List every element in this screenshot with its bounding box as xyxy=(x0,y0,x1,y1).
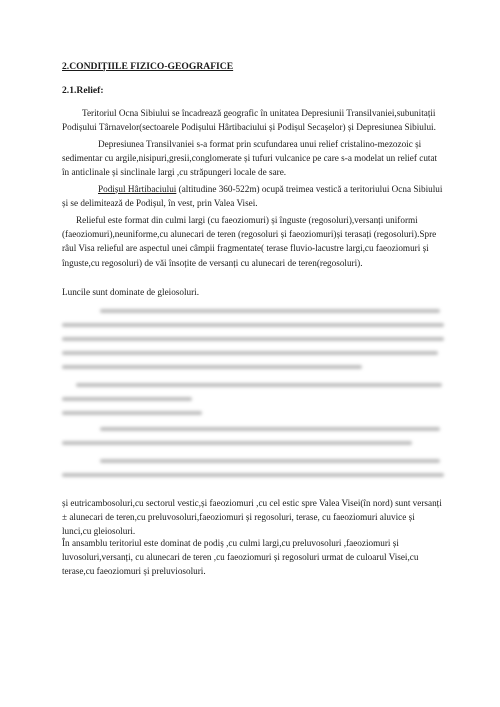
paragraph-relieful: Relieful este format din culmi largi (cu faeoziomuri) și înguste (regosoluri),versanți uniformi (faeoziomuri),neuniforme,cu alunecari de teren (regosoluri și faeoziomuri)și terasați (regosoluri).Spre râul Visa relieful are aspectul unei câmpii fragmentate( terase fluvio-lacustre largi,cu faeoziomuri și înguste,cu regosoluri) de văi însoțite de versanți cu alunecari de teren(regosoluri). xyxy=(62,215,437,268)
paragraph-luncile: Luncile sunt dominate de gleiosoluri. xyxy=(62,287,200,297)
paragraph-hartibaciului xyxy=(62,182,444,210)
subsection-title: 2.1.Relief: xyxy=(62,85,104,96)
podisul-hartibaciului-term: Podișul Hârtibaciului xyxy=(98,184,177,194)
paragraph-ansamblu: În ansamblu teritoriul este dominat de podiș ,cu culmi largi,cu preluvosoluri ,faeoziomuri și luvosoluri,versanți, cu alunecari de teren ,cu faeoziomuri și regosoluri urmat de culoarul Visei,cu terase,cu faeoziomuri și preluviosoluri. xyxy=(62,538,419,577)
paragraph-depresiunea: Depresiunea Transilvaniei s-a format prin scufundarea unui relief cristalino-mezozoic și sedimentar cu argile,nisipuri,gresii,conglomerate și tufuri vulcanice pe care s-a modelat un relief cutat în anticlinale și sinclinale largi ,cu străpungeri locale de sare. xyxy=(62,139,438,178)
paragraph-hartibaciului-text: (altitudine 360-522m) ocupă treimea vestică a teritoriului Ocna Sibiului și se delimitează de Podișul, în vest, prin Valea Visei. xyxy=(62,184,443,209)
paragraph-teritoriul: Teritoriul Ocna Sibiului se încadrează geografic în unitatea Depresiunii Transilvaniei,subunitații Podișului Târnavelor(sectoarele Podișului Hârtibaciului și Podișul Secașelor) și Depresiunea Sibiului. xyxy=(62,108,436,133)
paragraph-eutricambosoluri: și eutricambosoluri,cu sectorul vestic,și faeoziomuri ,cu cel estic spre Valea Visei(în nord) sunt versanți ± alunecari de teren,cu preluvosoluri,faeoziomuri și regosoluri, terase, cu faeoziomuri aluvice și lunci,cu gleiosoluri. xyxy=(62,498,442,537)
section-title: 2.CONDIȚIILE FIZICO-GEOGRAFICE xyxy=(62,61,234,72)
blurred-text-region xyxy=(62,303,444,499)
